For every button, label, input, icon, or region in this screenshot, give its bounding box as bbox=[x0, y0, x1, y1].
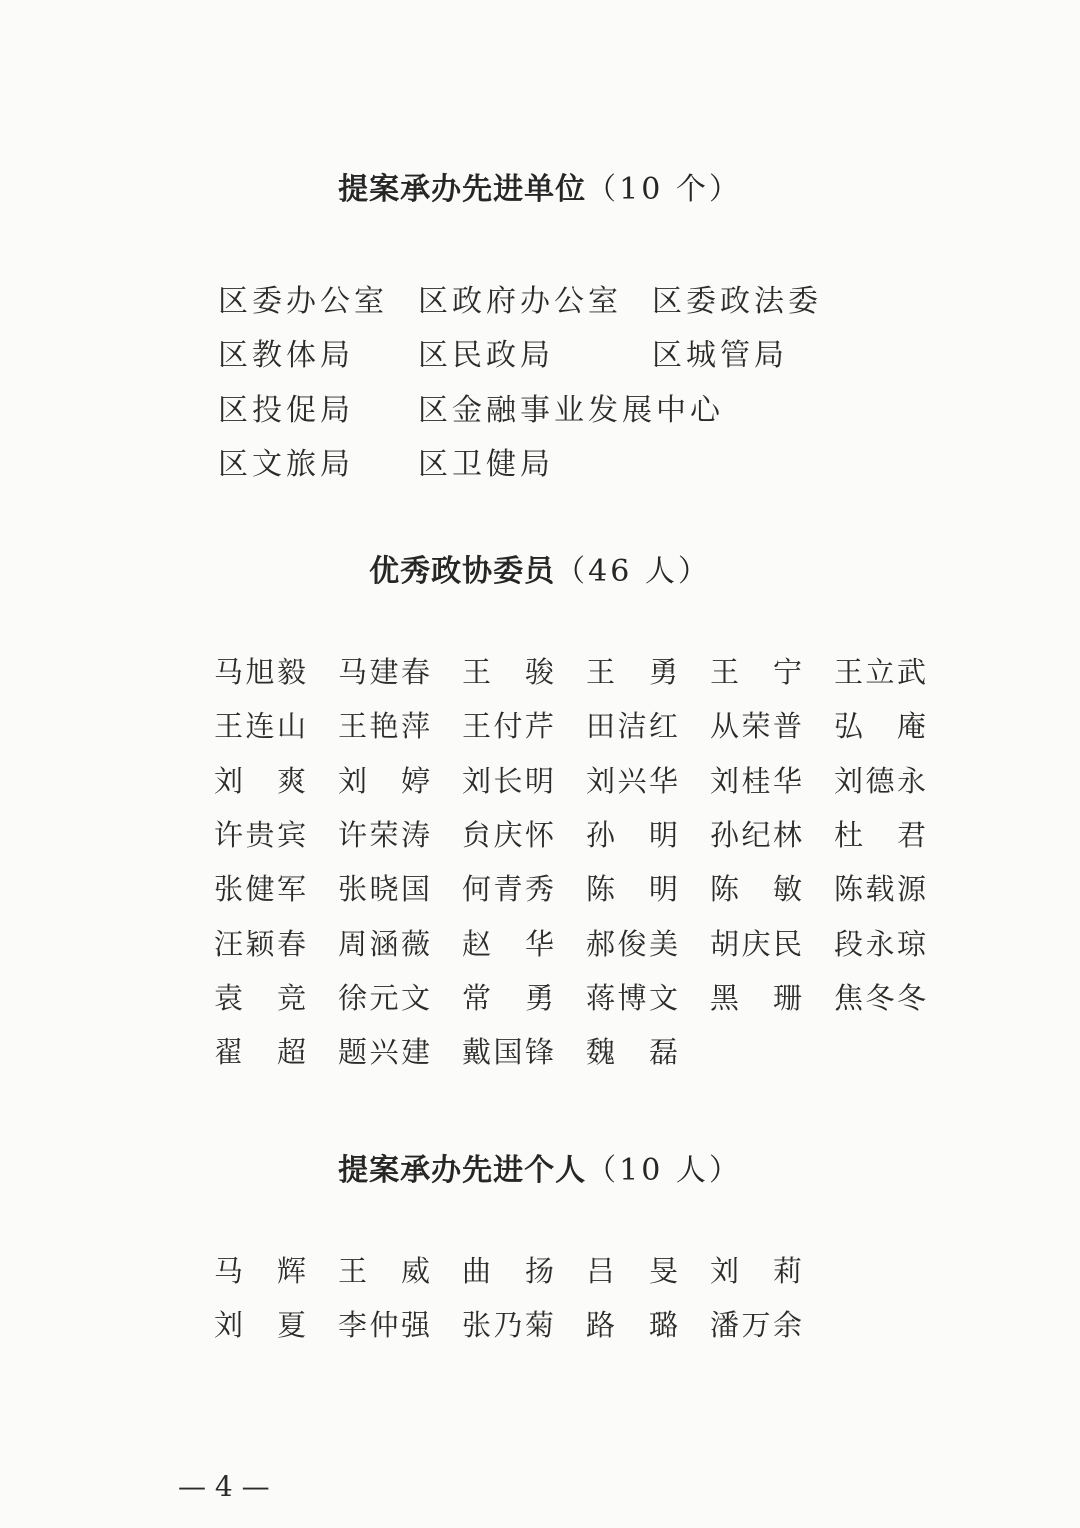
member-name: 刘德永 bbox=[834, 764, 926, 798]
member-name: 赵 华 bbox=[462, 927, 554, 961]
individual-name: 刘 夏 bbox=[214, 1308, 306, 1342]
member-name: 郝俊美 bbox=[586, 927, 678, 961]
member-name: 许贵宾 bbox=[214, 818, 306, 852]
individual-name: 吕 旻 bbox=[586, 1254, 678, 1288]
individuals-title: 提案承办先进个人 bbox=[338, 1153, 587, 1188]
individual-name: 路 璐 bbox=[586, 1308, 678, 1342]
member-name: 周涵薇 bbox=[338, 927, 430, 961]
unit-item: 区文旅局 bbox=[218, 447, 354, 482]
unit-item: 区民政局 bbox=[418, 338, 554, 373]
member-name: 题兴建 bbox=[338, 1035, 430, 1069]
units-title: 提案承办先进单位 bbox=[338, 172, 587, 207]
member-name: 焦冬冬 bbox=[834, 981, 926, 1015]
unit-item: 区金融事业发展中心 bbox=[418, 393, 724, 428]
member-name: 陈 敏 bbox=[710, 872, 802, 906]
individual-name: 马 辉 bbox=[214, 1254, 306, 1288]
member-name: 孙纪林 bbox=[710, 818, 802, 852]
individual-name: 刘 莉 bbox=[710, 1254, 802, 1288]
member-name: 汪颖春 bbox=[214, 927, 306, 961]
member-name: 段永琼 bbox=[834, 927, 926, 961]
unit-item: 区卫健局 bbox=[418, 447, 554, 482]
member-name: 马旭毅 bbox=[214, 655, 306, 689]
member-name: 戴国锋 bbox=[462, 1035, 554, 1069]
units-count: （10 个） bbox=[586, 172, 742, 207]
member-name: 王 骏 bbox=[462, 655, 554, 689]
individual-name: 曲 扬 bbox=[462, 1254, 554, 1288]
section-title-individuals bbox=[0, 1145, 1080, 1189]
individual-name: 张乃菊 bbox=[462, 1308, 554, 1342]
member-name: 张晓国 bbox=[338, 872, 430, 906]
member-name: 刘长明 bbox=[462, 764, 554, 798]
member-name: 张健军 bbox=[214, 872, 306, 906]
member-name: 翟 超 bbox=[214, 1035, 306, 1069]
member-name: 王 宁 bbox=[710, 655, 802, 689]
member-name: 马建春 bbox=[338, 655, 430, 689]
members-count: （46 人） bbox=[555, 554, 711, 589]
section-title-members bbox=[0, 546, 1080, 590]
member-name: 袁 竞 bbox=[214, 981, 306, 1015]
individual-name: 潘万余 bbox=[710, 1308, 802, 1342]
member-name: 刘桂华 bbox=[710, 764, 802, 798]
unit-item: 区教体局 bbox=[218, 338, 354, 373]
members-title: 优秀政协委员 bbox=[369, 554, 556, 589]
member-name: 王付芹 bbox=[462, 709, 554, 743]
individuals-count: （10 人） bbox=[586, 1153, 742, 1188]
member-name: 徐元文 bbox=[338, 981, 430, 1015]
member-name: 常 勇 bbox=[462, 981, 554, 1015]
member-name: 从荣普 bbox=[710, 709, 802, 743]
member-name: 刘 爽 bbox=[214, 764, 306, 798]
member-name: 许荣涛 bbox=[338, 818, 430, 852]
member-name: 杜 君 bbox=[834, 818, 926, 852]
member-name: 何青秀 bbox=[462, 872, 554, 906]
member-name: 弘 庵 bbox=[834, 709, 926, 743]
member-name: 黑 珊 bbox=[710, 981, 802, 1015]
unit-item: 区城管局 bbox=[652, 338, 788, 373]
member-name: 刘兴华 bbox=[586, 764, 678, 798]
member-name: 田洁红 bbox=[586, 709, 678, 743]
unit-item: 区政府办公室 bbox=[418, 284, 622, 319]
member-name: 陈载源 bbox=[834, 872, 926, 906]
unit-item: 区委政法委 bbox=[652, 284, 822, 319]
member-name: 刘 婷 bbox=[338, 764, 430, 798]
unit-item: 区委办公室 bbox=[218, 284, 388, 319]
member-name: 魏 磊 bbox=[586, 1035, 678, 1069]
member-name: 王 勇 bbox=[586, 655, 678, 689]
member-name: 孙 明 bbox=[586, 818, 678, 852]
member-name: 王连山 bbox=[214, 709, 306, 743]
member-name: 王艳萍 bbox=[338, 709, 430, 743]
individual-name: 王 威 bbox=[338, 1254, 430, 1288]
member-name: 贠庆怀 bbox=[462, 818, 554, 852]
page-number: — 4 — bbox=[178, 1470, 270, 1503]
unit-item: 区投促局 bbox=[218, 393, 354, 428]
member-name: 陈 明 bbox=[586, 872, 678, 906]
member-name: 王立武 bbox=[834, 655, 926, 689]
member-name: 胡庆民 bbox=[710, 927, 802, 961]
member-name: 蒋博文 bbox=[586, 981, 678, 1015]
section-title-units bbox=[0, 164, 1080, 208]
individual-name: 李仲强 bbox=[338, 1308, 430, 1342]
